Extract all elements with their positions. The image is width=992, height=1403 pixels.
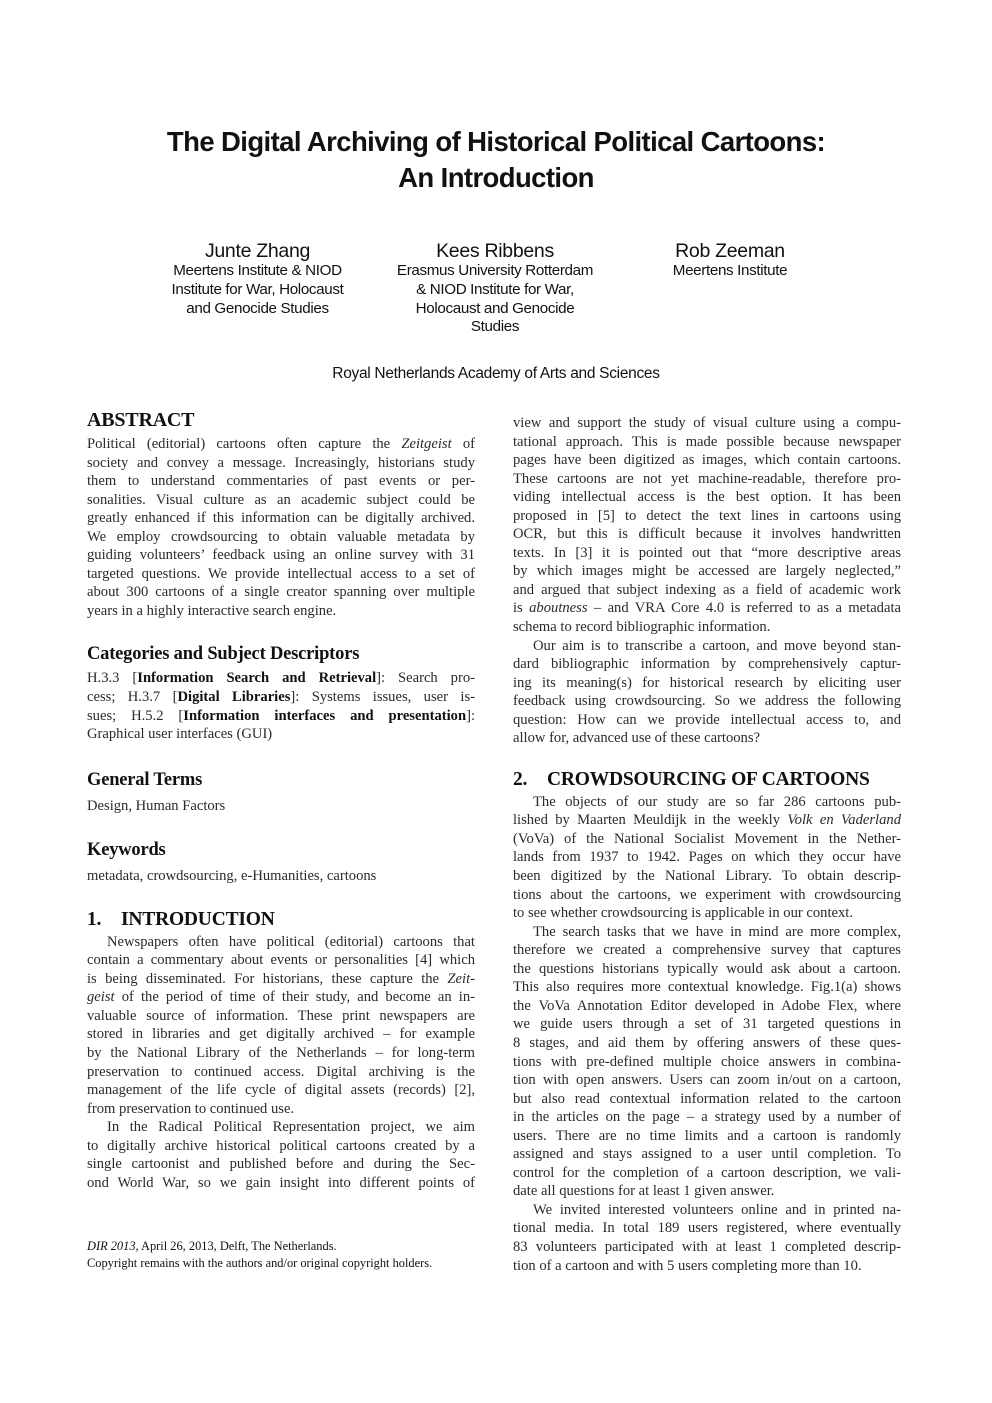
italic-term: Volk en Vaderland [787,812,901,829]
crowdsourcing-paragraph-2 [513,923,901,1201]
text-line: dard bibliographic information by comprehensively captur- [513,656,901,673]
text-line: The search tasks that we have in mind are more complex, [533,923,901,940]
author-name: Junte Zhang [204,240,311,262]
title-line-2: An Introduction [398,162,594,193]
text-line: control for the completion of a cartoon description, we vali- [513,1164,901,1181]
text-line: about 300 cartoons of a single creator spanning over multiple [87,584,475,601]
section-number: 1. [87,908,102,930]
text-line: guiding volunteers’ feedback using an online survey with 31 [87,547,475,564]
text-line: to digitally archive historical political cartoons created by a [87,1137,475,1154]
author-affiliation: Meertens Institute [672,262,788,279]
copyright-footnote [87,1238,477,1271]
categories-heading: Categories and Subject Descriptors [87,644,360,665]
text-line: years in a highly interactive search engine. [87,602,337,619]
text-run: ]: Search pro- [376,670,476,687]
author-affiliation: Erasmus University Rotterdam [396,262,594,279]
text-line: to see whether crowdsourcing is applicable in our context. [513,905,854,922]
text-run: ]: [466,707,475,724]
text-line: society and convey a message. Increasingly, historians study [87,454,475,471]
text-line: ond World War, so we gain insight into different points of [87,1174,475,1191]
text-run: Political (editorial) cartoons often capture the [87,436,402,452]
author-affiliation: Holocaust and Genocide [415,299,575,317]
text-line: preservation to continued access. Digital archiving is the [87,1063,475,1080]
text-line: we guide users through a set of 31 targeted questions in [513,1016,901,1033]
text-line: single cartoonist and published before and during the Sec- [87,1156,475,1173]
text-line: pages have been digitized as images, which contain cartoons. [513,452,901,469]
right-column [513,414,901,1275]
text-run: cess; H.3.7 [ [87,689,178,706]
author-block [630,240,830,281]
text-line: therefore we created a comprehensive survey that captures [513,942,901,959]
text-line: These cartoons are not yet machine-readable, therefore pro- [513,470,901,487]
text-line: and argued that subject indexing as a field of academic work [513,581,901,598]
text-line: Our aim is to transcribe a cartoon, and move beyond stan- [533,637,901,654]
general-terms-heading: General Terms [87,769,203,790]
text-line: from preservation to continued use. [87,1100,295,1117]
section-heading-crowdsourcing [513,768,901,792]
bold-term: Information Search and Retrieval [137,670,377,687]
text-line: management of the life cycle of digital assets (records) [2], [87,1082,475,1099]
author-affiliation: Institute for War, Holocaust [171,280,344,298]
author-block [150,240,365,318]
author-name: Rob Zeeman [675,240,785,262]
text-line: question: How can we provide intellectual access to, and [513,711,901,728]
text-line: tions with pre-defined multiple choice answers in combina- [513,1053,901,1070]
introduction-paragraph-2-continued [513,414,901,637]
paper-title [0,124,992,196]
text-line: them to understand commentaries of past events or per- [87,473,475,490]
left-column [87,408,475,1192]
text-line: date all questions for at least 1 given answer. [513,1183,775,1200]
text-run: is [513,600,530,617]
text-line: The objects of our study are so far 286 cartoons pub- [533,793,901,810]
text-line: Newspapers often have political (editorial) cartoons that [107,933,475,950]
text-line: tional media. In total 189 users registered, where eventually [513,1220,901,1237]
text-run: lished by Maarten Meuldijk in the weekly [513,812,788,829]
text-line: valuable source of information. These print newspapers are [87,1007,475,1024]
organization: Royal Netherlands Academy of Arts and Sciences [332,365,660,382]
text-line: sonalities. Visual culture as an academic subject could be [87,491,475,508]
text-line: In the Radical Political Representation project, we aim [107,1119,475,1136]
author-affiliation: Meertens Institute & NIOD [173,262,342,279]
text-line: lands from 1937 to 1942. Pages on which they occur have [513,849,901,866]
text-line: assigned and stays assigned to a user until completion. To [513,1146,901,1163]
text-run: H.3.3 [ [87,670,138,687]
italic-term: aboutness [529,600,588,617]
copyright-notice: Copyright remains with the authors and/or original copyright holders. [87,1255,433,1270]
author-affiliation: Studies [470,318,520,336]
text-line: contain a commentary about events or personalities [4] which [87,952,475,969]
text-line: by which images might be accessed are largely neglected,” [513,563,901,580]
text-line: allow for, advanced use of these cartoons? [513,730,761,747]
section-title: INTRODUCTION [121,908,275,930]
bold-term: Digital Libraries [177,689,291,706]
text-line: stored in libraries and get digitally archived – for example [87,1026,475,1043]
venue-details: April 26, 2013, Delft, The Netherlands. [138,1239,337,1253]
text-line: Graphical user interfaces (GUI) [87,726,273,743]
text-line: schema to record bibliographic information. [513,619,771,636]
introduction-paragraph-3 [513,637,901,748]
text-line: in the articles on the page – a strategy used by a number of [513,1109,901,1126]
text-line: feedback using crowdsourcing. So we address the following [513,693,901,710]
categories-text [87,669,475,743]
section-number: 2. [513,768,528,790]
introduction-paragraph-1 [87,933,475,1118]
author-affiliation: and Genocide Studies [186,299,329,317]
text-line: users. There are no time limits and a cartoon is randomly [513,1127,901,1144]
general-terms-text: Design, Human Factors [87,797,226,814]
author-affiliation: & NIOD Institute for War, [416,280,574,298]
text-line: 8 stages, and aid them by offering answers of these ques- [513,1034,901,1051]
venue: DIR 2013, [87,1239,139,1253]
crowdsourcing-paragraph-1 [513,793,901,923]
text-run: of the period of time of their study, and become an in- [121,989,475,1006]
text-line: proposed in [5] to detect the text lines in cartoons using [513,507,901,524]
text-line: ing its meaning(s) for historical research by eliciting user [513,674,901,691]
text-run: ]: Systems issues, user is- [290,689,475,706]
text-line: by the National Library of the Netherlands – for long-term [87,1045,475,1062]
text-line: view and support the study of visual culture using a compu- [513,415,901,431]
text-line: OCR, but this is difficult because it involves handwritten [513,526,901,543]
author-block [375,240,615,337]
text-line: tion with open answers. Users can zoom in/out on a cartoon, [513,1072,901,1089]
text-line: tion of a cartoon and with 5 users completing more than 10. [513,1257,862,1274]
text-line: the VoVa Annotation Editor developed in Adobe Flex, where [513,997,901,1014]
text-line: texts. In [3] it is pointed out that “more descriptive areas [513,544,901,561]
italic-term: Zeitgeist [401,436,452,452]
abstract-text [87,435,475,620]
text-line: the questions historians typically would ask about a cartoon. [513,960,901,977]
text-line: We employ crowdsourcing to obtain valuable metadata by [87,528,475,545]
text-line: tions about the cartoons, we experiment with crowdsourcing [513,886,901,903]
text-line: tational approach. This is made possible because newspaper [513,433,901,450]
title-line-1: The Digital Archiving of Historical Political Cartoons: [166,126,826,157]
introduction-paragraph-2 [87,1118,475,1192]
bold-term: Information interfaces and presentation [183,707,467,724]
keywords-heading: Keywords [87,840,166,861]
text-run: is being disseminated. For historians, these capture the [87,970,448,987]
text-line: 83 volunteers participated with at least 1 completed descrip- [513,1238,901,1255]
text-line: We invited interested volunteers online and in printed na- [533,1201,901,1218]
author-name: Kees Ribbens [436,240,554,262]
abstract-heading: ABSTRACT [87,409,195,431]
italic-term: Zeit- [447,970,475,987]
text-line: (VoVa) of the National Socialist Movement in the Nether- [513,830,901,847]
text-line: but also read contextual information related to the cartoon [513,1090,901,1107]
text-line: This also requires more contextual knowledge. Fig.1(a) shows [513,979,901,996]
text-run: sues; H.5.2 [ [87,707,184,724]
text-run: of [451,436,475,452]
text-line: greatly enhanced if this information can be digitally archived. [87,510,475,527]
text-line: been digitized by the National Library. To obtain descrip- [513,868,901,885]
crowdsourcing-paragraph-3 [513,1201,901,1275]
text-line: targeted questions. We provide intellectual access to a set of [87,565,475,582]
text-run: – and VRA Core 4.0 is referred to as a metadata [587,600,901,617]
section-title: CROWDSOURCING OF CARTOONS [547,768,870,790]
section-heading-introduction [87,908,475,932]
keywords-text: metadata, crowdsourcing, e-Humanities, cartoons [87,868,377,885]
italic-term: geist [87,989,115,1006]
text-line: viding intellectual access is the best option. It has been [513,489,901,506]
